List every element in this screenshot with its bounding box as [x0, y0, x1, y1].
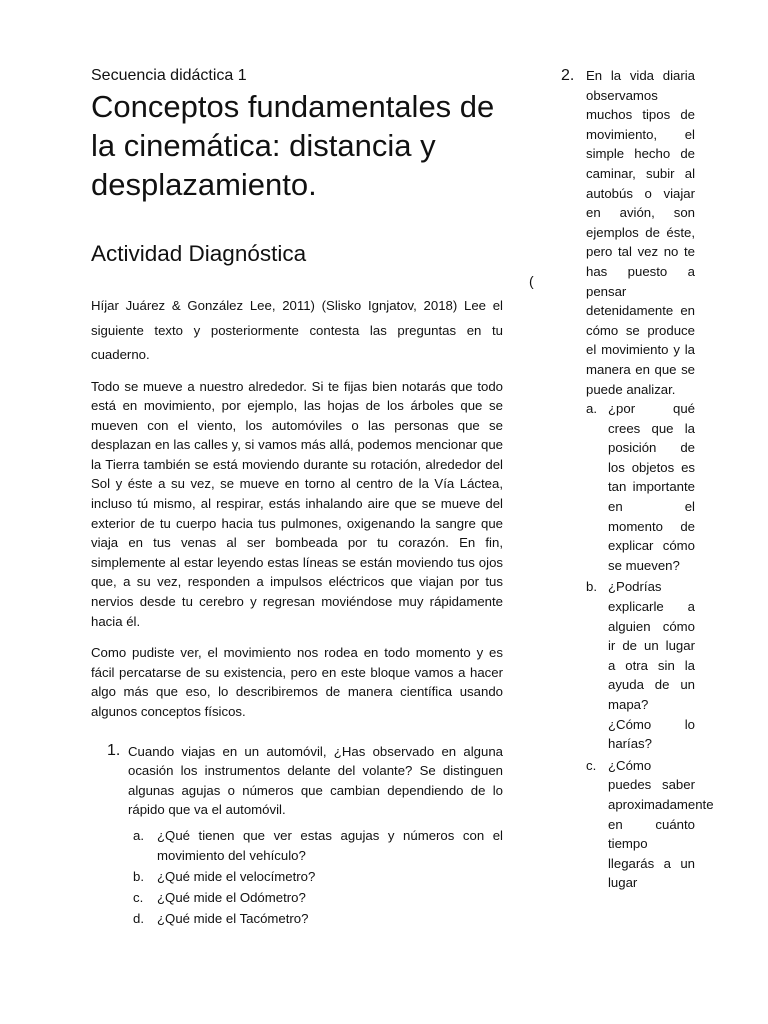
- subquestion-marker: b.: [586, 579, 597, 595]
- subquestion-text: ¿Cómo puedes saber aproximadamente en cuánto tiempo llegarás a un lugar: [608, 757, 714, 891]
- subquestion-text: ¿Qué mide el Tacómetro?: [157, 910, 309, 926]
- subquestion-marker: a.: [133, 827, 144, 843]
- subquestion-item: [128, 909, 503, 929]
- question-list: [91, 742, 503, 929]
- side-column: [586, 66, 714, 895]
- subquestion-item: [128, 826, 503, 865]
- subquestion-item: [586, 756, 714, 893]
- question-1: [91, 742, 503, 929]
- subquestion-marker: d.: [133, 910, 144, 926]
- sequence-label: Secuencia didáctica 1: [91, 67, 247, 84]
- subquestion-marker: c.: [133, 889, 144, 905]
- subquestion-item: [128, 867, 503, 887]
- subquestion-item: [586, 399, 695, 575]
- question-number: 1.: [107, 741, 121, 759]
- question-2-text: En la vida diaria observamos muchos tipos de movimiento, el simple hecho de caminar, subir al autobús o viajar en avión, son ejemplos de éste, pero tal vez no te has puesto a pensar detenidamente en cómo se produce el movimiento y la manera en que se puede analizar.: [586, 68, 695, 397]
- subquestion-text: ¿Qué tienen que ver estas agujas y números con el movimiento del vehículo?: [157, 827, 503, 863]
- subquestion-marker: a.: [586, 401, 597, 417]
- main-column: [91, 66, 503, 930]
- subquestion-marker: b.: [133, 868, 144, 884]
- body-paragraph: Todo se mueve a nuestro alrededor. Si te fijas bien notarás que todo está en movimiento, por ejemplo, las hojas de los árboles que se mueven con el viento, los automóviles o las personas que se desplazan en las calles y, si vamos más allá, podemos mencionar que la Tierra también se está moviendo durante su rotación, alrededor del Sol y éste a su vez, se mueve en torno al centro de la Vía Láctea, incluso tú mismo, al respirar, estás inhalando aire que se mueve del exterior de tu cuerpo hacia tus pulmones, oxigenando la sangre que viaja en tus venas al ser bombeada por tu corazón. En fin, simplemente al estar leyendo estas líneas se están moviendo tus ojos que, a su vez, responden a impulsos eléctricos que viajan por tus nervios desde tu cerebro y regresan moviéndose muy rápidamente hacia él.: [91, 378, 503, 629]
- document-title: Conceptos fundamentales de la cinemática: distancia y desplazamiento.: [91, 89, 495, 202]
- subquestion-item: [586, 577, 695, 753]
- subquestion-marker: c.: [586, 757, 597, 773]
- stray-parenthesis: (: [529, 273, 534, 289]
- subquestion-list: [128, 826, 503, 928]
- question-text: Cuando viajas en un automóvil, ¿Has observado en alguna ocasión los instrumentos delante del volante? Se distinguen algunas agujas o números que cambian dependiendo de lo rápido que va el automóvil.: [128, 743, 503, 818]
- question-number: 2.: [561, 67, 575, 84]
- body-paragraph: Como pudiste ver, el movimiento nos rodea en todo momento y es fácil percatarse de su existencia, pero en este bloque vamos a hacer algo más que eso, lo describiremos de manera científica usando algunos conceptos físicos.: [91, 645, 503, 719]
- subquestion-text: ¿Podrías explicarle a alguien cómo ir de un lugar a otra sin la ayuda de un mapa? ¿Cómo lo harías?: [608, 579, 695, 752]
- subquestion-item: [128, 888, 503, 908]
- subquestion-list: [586, 399, 714, 893]
- subquestion-text: ¿por qué crees que la posición de los objetos es tan importante en el momento de explicar cómo se mueven?: [608, 401, 695, 573]
- instructions-paragraph: Híjar Juárez & González Lee, 2011) (Slisko Ignjatov, 2018) Lee el siguiente texto y posteriormente contesta las preguntas en tu cuaderno.: [91, 298, 503, 362]
- subquestion-text: ¿Qué mide el Odómetro?: [157, 889, 306, 905]
- section-heading: Actividad Diagnóstica: [91, 241, 307, 266]
- subquestion-text: ¿Qué mide el velocímetro?: [157, 868, 316, 884]
